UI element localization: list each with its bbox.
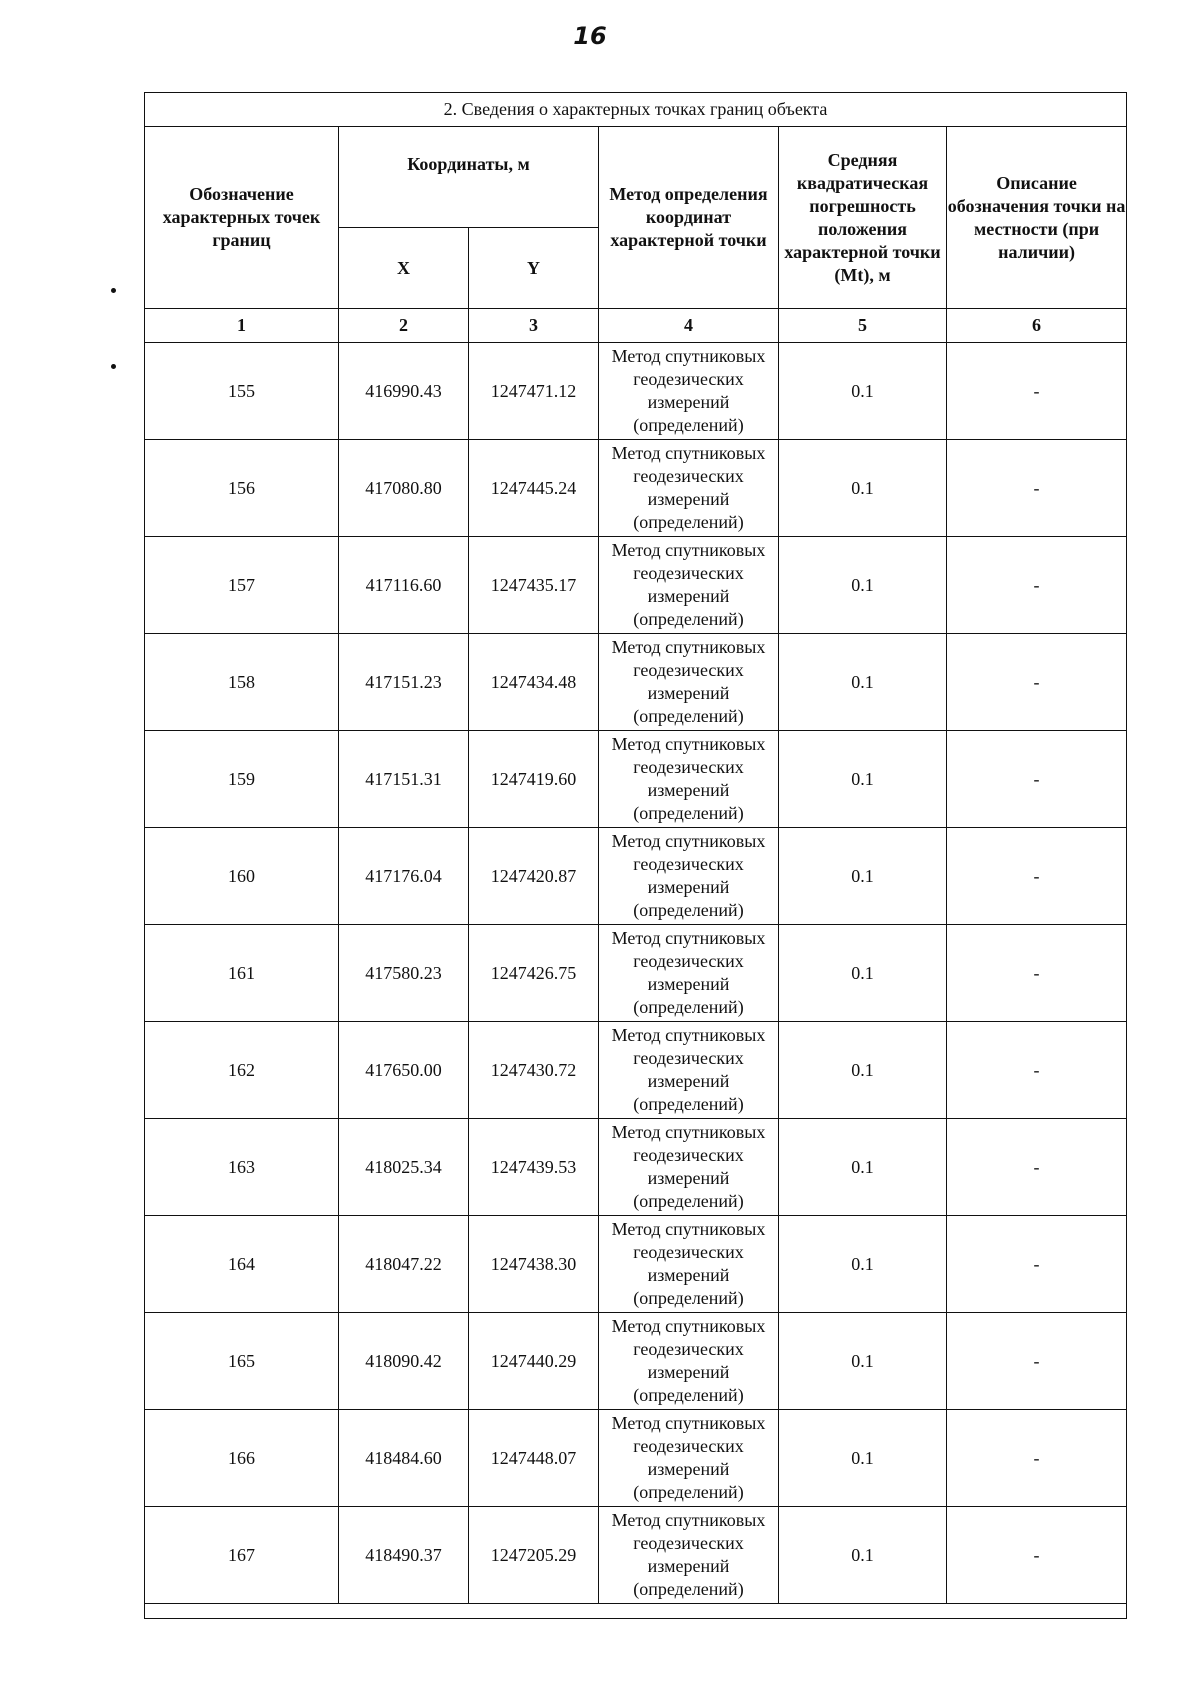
column-number: 6 xyxy=(947,309,1127,343)
point-cell: 162 xyxy=(145,1022,339,1119)
margin-dot xyxy=(111,364,116,369)
table-footer-cell xyxy=(145,1604,1127,1619)
description-cell: - xyxy=(947,925,1127,1022)
x-coordinate-cell: 417176.04 xyxy=(339,828,469,925)
point-cell: 161 xyxy=(145,925,339,1022)
column-number: 3 xyxy=(469,309,599,343)
point-cell: 163 xyxy=(145,1119,339,1216)
mt-error-cell: 0.1 xyxy=(779,1507,947,1604)
x-coordinate-cell: 417116.60 xyxy=(339,537,469,634)
mt-error-cell: 0.1 xyxy=(779,1119,947,1216)
description-cell: - xyxy=(947,1410,1127,1507)
x-coordinate-cell: 418025.34 xyxy=(339,1119,469,1216)
table-row xyxy=(145,440,1127,537)
header-error: Средняя квадратическая погрешность положения характерной точки (Mt), м xyxy=(779,127,947,309)
method-cell: Метод спутниковых геодезических измерений (определений) xyxy=(599,731,779,828)
y-coordinate-cell: 1247430.72 xyxy=(469,1022,599,1119)
table-row xyxy=(145,537,1127,634)
table-caption-row xyxy=(145,93,1127,127)
table-footer-row xyxy=(145,1604,1127,1619)
table-row xyxy=(145,1216,1127,1313)
header-coordinates: Координаты, м xyxy=(339,127,599,228)
y-coordinate-cell: 1247205.29 xyxy=(469,1507,599,1604)
y-coordinate-cell: 1247440.29 xyxy=(469,1313,599,1410)
column-number: 5 xyxy=(779,309,947,343)
point-cell: 164 xyxy=(145,1216,339,1313)
y-coordinate-cell: 1247435.17 xyxy=(469,537,599,634)
method-cell: Метод спутниковых геодезических измерений (определений) xyxy=(599,1507,779,1604)
point-cell: 157 xyxy=(145,537,339,634)
table-row xyxy=(145,1313,1127,1410)
method-cell: Метод спутниковых геодезических измерений (определений) xyxy=(599,1216,779,1313)
mt-error-cell: 0.1 xyxy=(779,1022,947,1119)
x-coordinate-cell: 417151.31 xyxy=(339,731,469,828)
point-cell: 158 xyxy=(145,634,339,731)
y-coordinate-cell: 1247445.24 xyxy=(469,440,599,537)
table-row xyxy=(145,925,1127,1022)
table-row xyxy=(145,1022,1127,1119)
description-cell: - xyxy=(947,731,1127,828)
column-number-row xyxy=(145,309,1127,343)
method-cell: Метод спутниковых геодезических измерений (определений) xyxy=(599,343,779,440)
table-row xyxy=(145,1507,1127,1604)
mt-error-cell: 0.1 xyxy=(779,731,947,828)
x-coordinate-cell: 418490.37 xyxy=(339,1507,469,1604)
y-coordinate-cell: 1247438.30 xyxy=(469,1216,599,1313)
table-row xyxy=(145,731,1127,828)
x-coordinate-cell: 417580.23 xyxy=(339,925,469,1022)
method-cell: Метод спутниковых геодезических измерений (определений) xyxy=(599,1022,779,1119)
y-coordinate-cell: 1247471.12 xyxy=(469,343,599,440)
column-number: 4 xyxy=(599,309,779,343)
x-coordinate-cell: 418047.22 xyxy=(339,1216,469,1313)
x-coordinate-cell: 416990.43 xyxy=(339,343,469,440)
method-cell: Метод спутниковых геодезических измерений (определений) xyxy=(599,925,779,1022)
table-row xyxy=(145,634,1127,731)
description-cell: - xyxy=(947,1022,1127,1119)
description-cell: - xyxy=(947,343,1127,440)
column-number: 1 xyxy=(145,309,339,343)
method-cell: Метод спутниковых геодезических измерений (определений) xyxy=(599,537,779,634)
point-cell: 156 xyxy=(145,440,339,537)
description-cell: - xyxy=(947,1119,1127,1216)
description-cell: - xyxy=(947,1216,1127,1313)
point-cell: 165 xyxy=(145,1313,339,1410)
description-cell: - xyxy=(947,1507,1127,1604)
header-y: Y xyxy=(469,228,599,309)
method-cell: Метод спутниковых геодезических измерений (определений) xyxy=(599,440,779,537)
page-number: 16 xyxy=(573,22,607,50)
x-coordinate-cell: 418484.60 xyxy=(339,1410,469,1507)
table-row xyxy=(145,1119,1127,1216)
x-coordinate-cell: 418090.42 xyxy=(339,1313,469,1410)
header-x: X xyxy=(339,228,469,309)
mt-error-cell: 0.1 xyxy=(779,440,947,537)
description-cell: - xyxy=(947,537,1127,634)
mt-error-cell: 0.1 xyxy=(779,828,947,925)
point-cell: 167 xyxy=(145,1507,339,1604)
x-coordinate-cell: 417151.23 xyxy=(339,634,469,731)
mt-error-cell: 0.1 xyxy=(779,537,947,634)
mt-error-cell: 0.1 xyxy=(779,634,947,731)
point-cell: 166 xyxy=(145,1410,339,1507)
method-cell: Метод спутниковых геодезических измерений (определений) xyxy=(599,1313,779,1410)
table-row xyxy=(145,343,1127,440)
method-cell: Метод спутниковых геодезических измерений (определений) xyxy=(599,1119,779,1216)
mt-error-cell: 0.1 xyxy=(779,925,947,1022)
x-coordinate-cell: 417080.80 xyxy=(339,440,469,537)
header-method: Метод определения координат характерной точки xyxy=(599,127,779,309)
mt-error-cell: 0.1 xyxy=(779,343,947,440)
method-cell: Метод спутниковых геодезических измерений (определений) xyxy=(599,1410,779,1507)
description-cell: - xyxy=(947,634,1127,731)
point-cell: 159 xyxy=(145,731,339,828)
y-coordinate-cell: 1247420.87 xyxy=(469,828,599,925)
y-coordinate-cell: 1247426.75 xyxy=(469,925,599,1022)
table-row xyxy=(145,1410,1127,1507)
method-cell: Метод спутниковых геодезических измерений (определений) xyxy=(599,634,779,731)
description-cell: - xyxy=(947,1313,1127,1410)
point-cell: 160 xyxy=(145,828,339,925)
method-cell: Метод спутниковых геодезических измерений (определений) xyxy=(599,828,779,925)
header-description: Описание обозначения точки на местности (при наличии) xyxy=(947,127,1127,309)
y-coordinate-cell: 1247448.07 xyxy=(469,1410,599,1507)
header-designation: Обозначение характерных точек границ xyxy=(145,127,339,309)
mt-error-cell: 0.1 xyxy=(779,1216,947,1313)
description-cell: - xyxy=(947,440,1127,537)
characteristic-points-table xyxy=(144,92,1127,1619)
y-coordinate-cell: 1247434.48 xyxy=(469,634,599,731)
table-caption: 2. Сведения о характерных точках границ объекта xyxy=(145,93,1127,127)
table-row xyxy=(145,828,1127,925)
description-cell: - xyxy=(947,828,1127,925)
x-coordinate-cell: 417650.00 xyxy=(339,1022,469,1119)
point-cell: 155 xyxy=(145,343,339,440)
header-row xyxy=(145,127,1127,228)
margin-dot xyxy=(111,288,116,293)
column-number: 2 xyxy=(339,309,469,343)
y-coordinate-cell: 1247419.60 xyxy=(469,731,599,828)
mt-error-cell: 0.1 xyxy=(779,1313,947,1410)
mt-error-cell: 0.1 xyxy=(779,1410,947,1507)
y-coordinate-cell: 1247439.53 xyxy=(469,1119,599,1216)
